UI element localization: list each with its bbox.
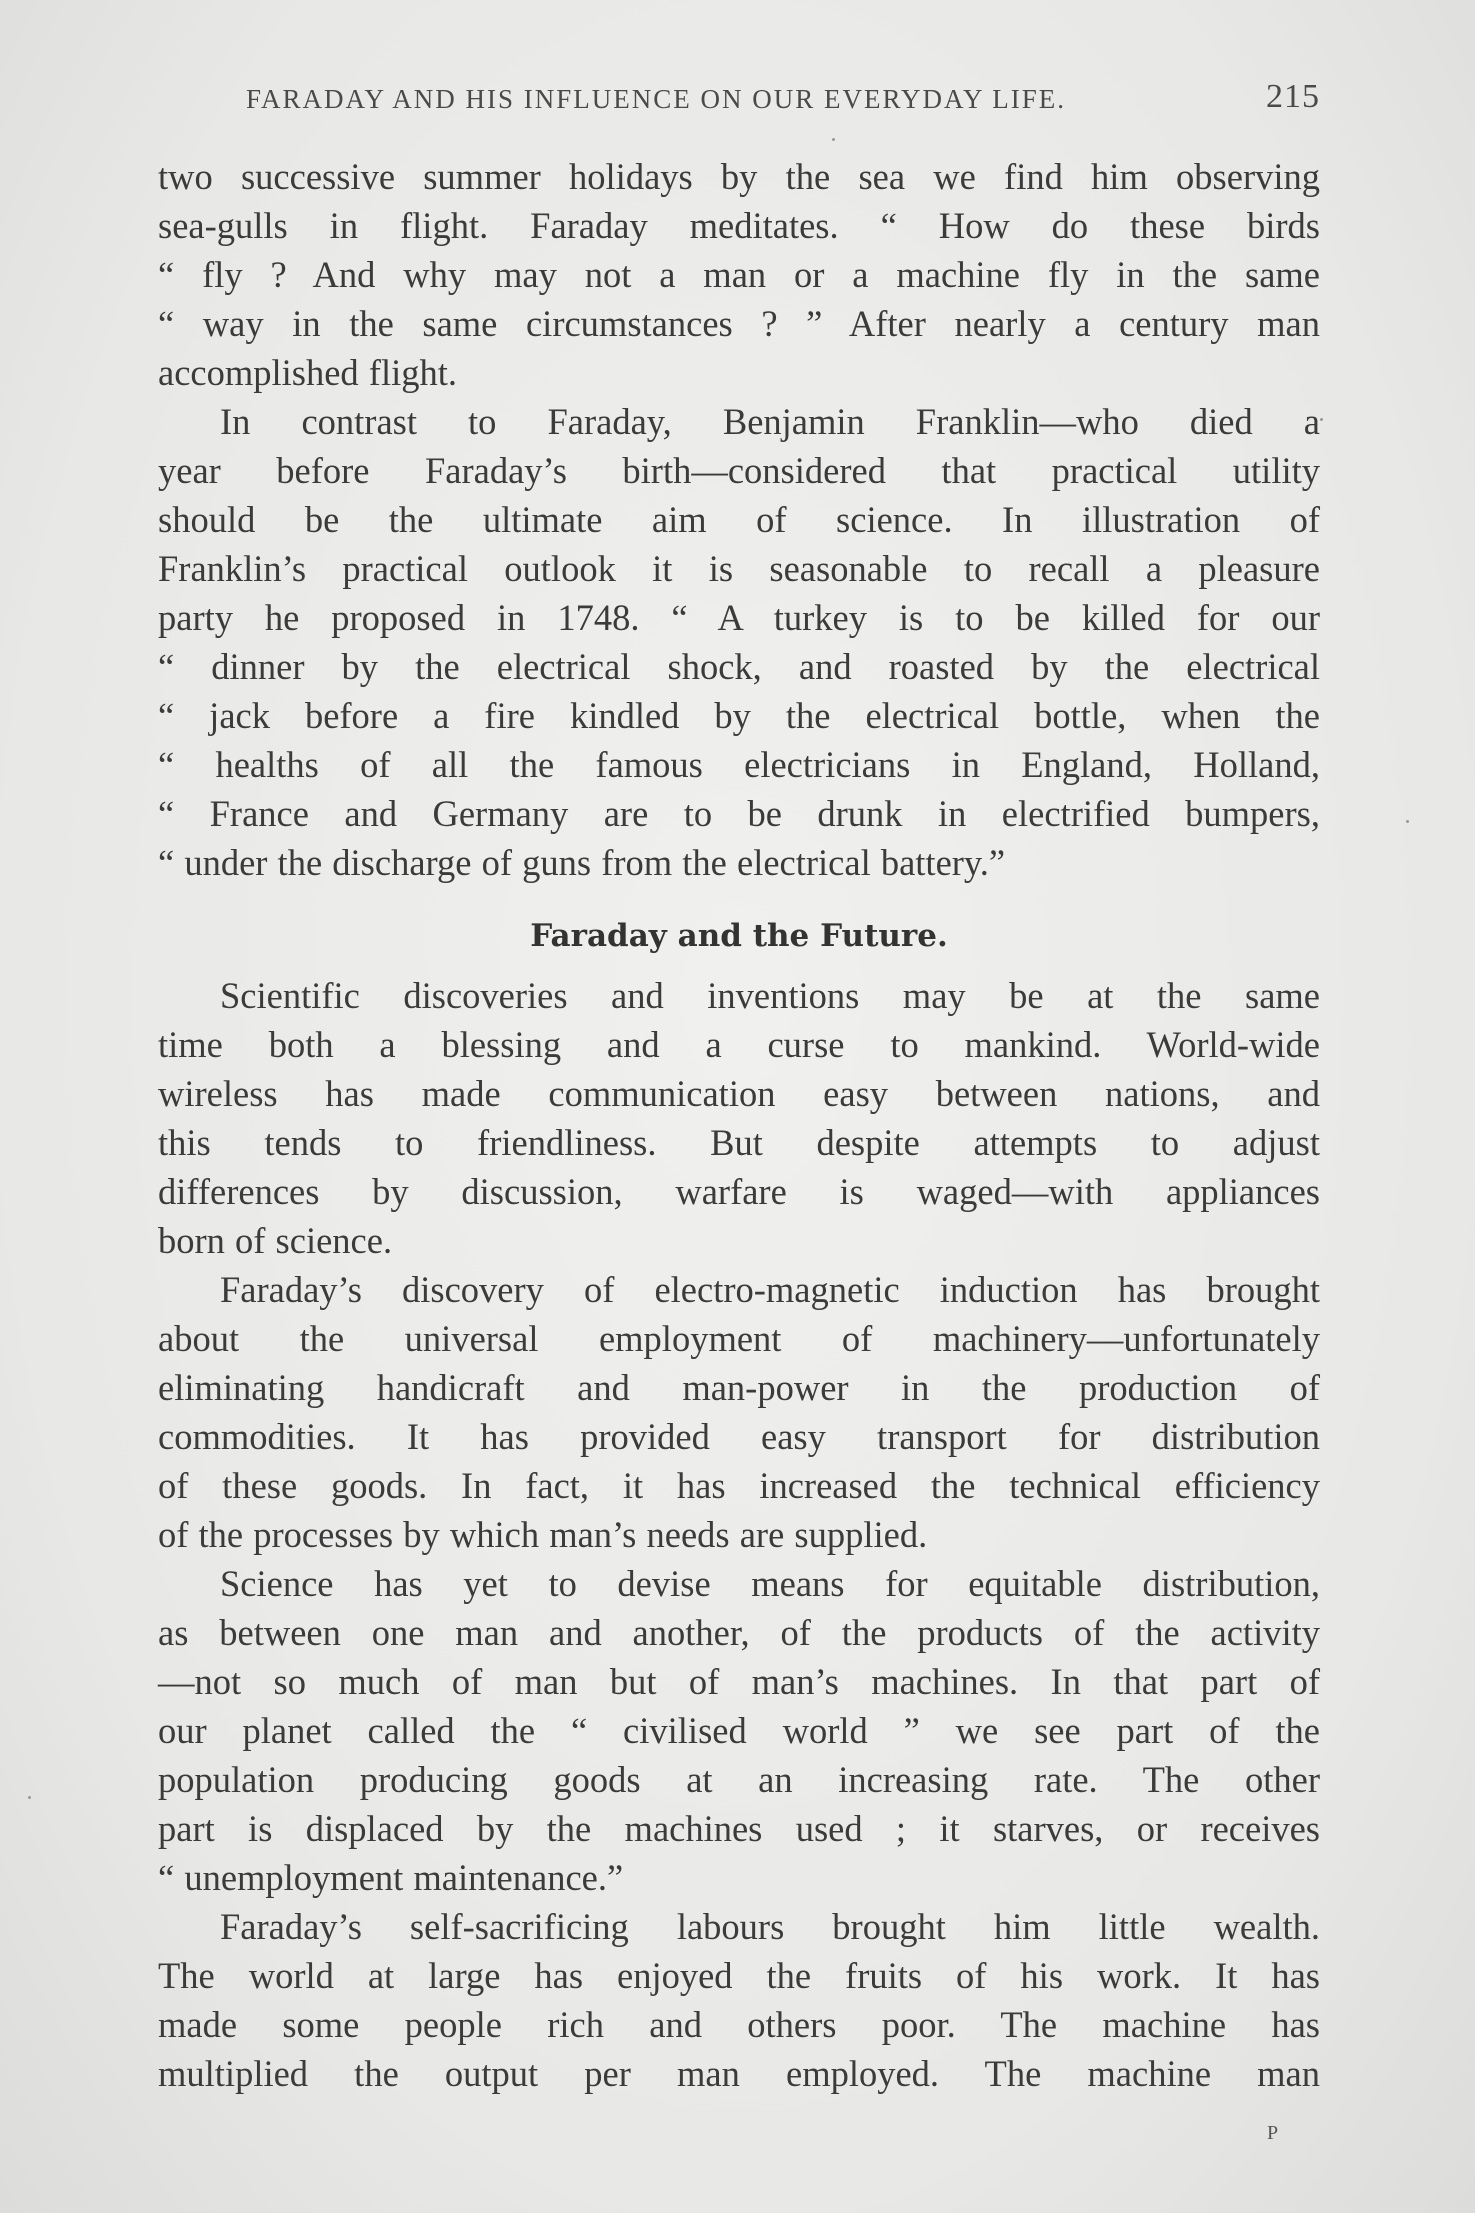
text-line: sea-gulls in flight. Faraday meditates. “ How do these birds (158, 205, 1320, 246)
text-line: differences by discussion, warfare is waged—with appliances (158, 1171, 1320, 1212)
body-text (158, 152, 1320, 2098)
running-head-title: FARADAY AND HIS INFLUENCE ON OUR EVERYDAY LIFE. (246, 84, 1067, 114)
text-line: “ unemployment maintenance.” (158, 1857, 624, 1898)
paragraph (158, 1265, 1320, 1559)
text-line: wireless has made communication easy between nations, and (158, 1073, 1320, 1114)
text-line: as between one man and another, of the products of the activity (158, 1612, 1320, 1653)
text-line: part is displaced by the machines used ; it starves, or receives (158, 1808, 1320, 1849)
text-line: multiplied the output per man employed. The machine man (158, 2053, 1320, 2094)
text-line: two successive summer holidays by the sea we find him observing (158, 156, 1320, 197)
text-line: —not so much of man but of man’s machines. In that part of (158, 1661, 1320, 1702)
running-head (246, 78, 1320, 122)
section-heading: Faraday and the Future. (530, 918, 948, 954)
text-line: In contrast to Faraday, Benjamin Franklin—who died a (220, 401, 1320, 442)
text-line: eliminating handicraft and man-power in the production of (158, 1367, 1320, 1408)
text-line: about the universal employment of machinery—unfortunately (158, 1318, 1320, 1359)
paragraph (158, 152, 1320, 397)
text-line: Science has yet to devise means for equitable distribution, (220, 1563, 1320, 1604)
paper-speck (28, 1796, 31, 1799)
text-line: The world at large has enjoyed the fruits of his work. It has (158, 1955, 1320, 1996)
text-line: Faraday’s self-sacrificing labours brought him little wealth. (220, 1906, 1320, 1947)
text-line: should be the ultimate aim of science. In illustration of (158, 499, 1320, 540)
opening-paragraphs (158, 152, 1320, 887)
text-line: party he proposed in 1748. “ A turkey is to be killed for our (158, 597, 1320, 638)
text-line: of these goods. In fact, it has increased the technical efficiency (158, 1465, 1320, 1506)
text-line: this tends to friendliness. But despite attempts to adjust (158, 1122, 1320, 1163)
paragraph (158, 1902, 1320, 2098)
text-line: “ dinner by the electrical shock, and roasted by the electrical (158, 646, 1320, 687)
paragraph (158, 397, 1320, 887)
text-line: “ France and Germany are to be drunk in electrified bumpers, (158, 793, 1320, 834)
text-line: “ healths of all the famous electricians in England, Holland, (158, 744, 1320, 785)
text-line: time both a blessing and a curse to mankind. World-wide (158, 1024, 1320, 1065)
text-line: Franklin’s practical outlook it is seasonable to recall a pleasure (158, 548, 1320, 589)
signature-mark: P (1267, 2122, 1280, 2144)
text-line: Scientific discoveries and inventions may be at the same (220, 975, 1320, 1016)
text-line: year before Faraday’s birth—considered that practical utility (158, 450, 1320, 491)
text-line: “ jack before a fire kindled by the electrical bottle, when the (158, 695, 1320, 736)
text-line: “ way in the same circumstances ? ” After nearly a century man (158, 303, 1320, 344)
text-line: of the processes by which man’s needs are supplied. (158, 1514, 928, 1555)
paragraph (158, 1559, 1320, 1902)
section-paragraphs (158, 971, 1320, 2098)
text-line: population producing goods at an increasing rate. The other (158, 1759, 1320, 1800)
paper-speck (832, 138, 835, 141)
text-line: Faraday’s discovery of electro-magnetic induction has brought (220, 1269, 1320, 1310)
text-line: commodities. It has provided easy transport for distribution (158, 1416, 1320, 1457)
text-line: accomplished flight. (158, 352, 458, 393)
page-number: 215 (1266, 78, 1320, 115)
text-line: born of science. (158, 1220, 393, 1261)
paper-speck (1320, 418, 1323, 421)
text-line: our planet called the “ civilised world ” we see part of the (158, 1710, 1320, 1751)
text-line: “ under the discharge of guns from the electrical battery.” (158, 842, 1006, 883)
text-line: “ fly ? And why may not a man or a machine fly in the same (158, 254, 1320, 295)
paragraph (158, 971, 1320, 1265)
paper-speck (1406, 820, 1409, 823)
text-line: made some people rich and others poor. The machine has (158, 2004, 1320, 2045)
